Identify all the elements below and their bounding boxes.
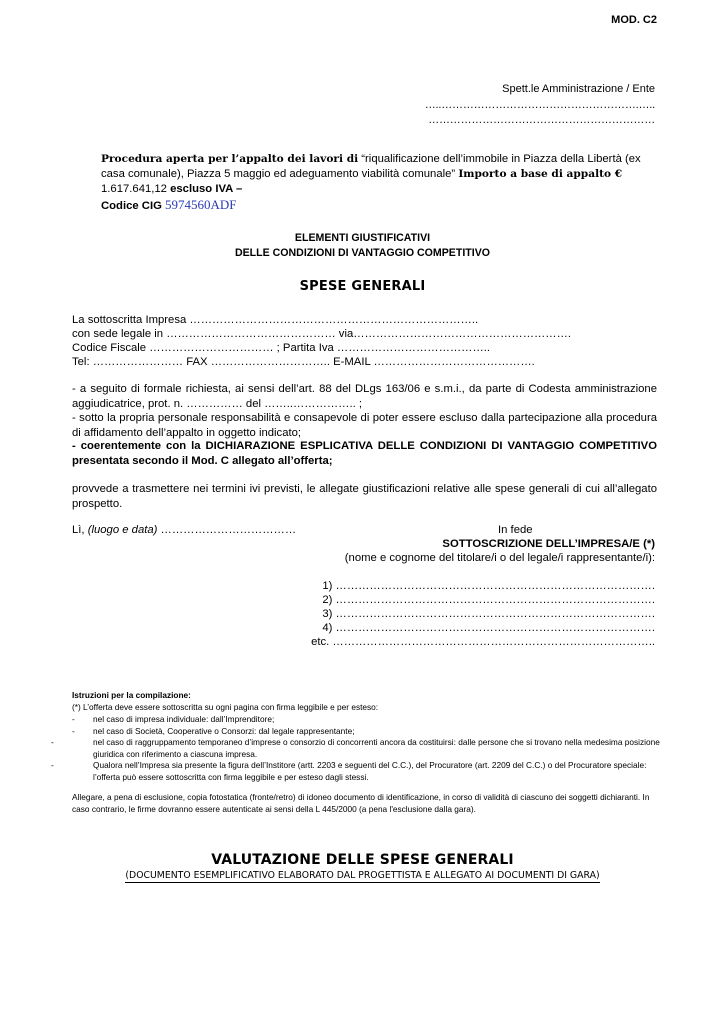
instructions-intro: (*) L’offerta deve essere sottoscritta su ogni pagina con firma leggibile e per esteso: <box>72 702 379 712</box>
instructions-title: Istruzioni per la compilazione: <box>72 690 191 700</box>
procedure-label: Procedura aperta per l’appalto dei lavori di <box>101 153 359 165</box>
procedure-paragraph <box>101 152 646 214</box>
footer-subtitle: (DOCUMENTO ESEMPLIFICATIVO ELABORATO DAL PROGETTISTA E ALLEGATO AI DOCUMENTI DI GARA) <box>125 870 600 881</box>
place-dots: ……………………………… <box>157 524 297 536</box>
section-subtitle: SPESE GENERALI <box>299 279 426 294</box>
signature-line: 4) …………………………………………………………………………. <box>322 622 655 634</box>
model-code: MOD. C2 <box>611 14 657 26</box>
signature-line: 1) …………………………………………………………………………. <box>322 580 655 592</box>
vat-note: escluso IVA – <box>170 183 243 195</box>
instruction-item: - Qualora nell’Impresa sia presente la figura dell’Institore (artt. 2203 e seguenti del C.C.), del Procuratore (art. 2209 del C.C.) o del Procuratore speciale: l’offerta può essere sottoscritta con firma leggibile e per esteso dagli stessi. <box>51 760 647 782</box>
place-hint: (luogo e data) <box>87 524 158 536</box>
place-label: Lì, <box>72 524 88 536</box>
base-amount: 1.617.641,12 <box>101 183 171 195</box>
signature-subtitle: (nome e cognome del titolare/i o del legale/i rappresentante/i): <box>344 552 655 564</box>
declaration: - coerentemente con la DICHIARAZIONE ESPLICATIVA DELLE CONDIZIONI DI VANTAGGIO COMPETITIVO presentata secondo il Mod. C allegato all’offerta; <box>72 440 657 467</box>
signature-line: 3) …………………………………………………………………………. <box>322 608 655 620</box>
recipient-line: …..……………………………………………….….. <box>424 99 655 111</box>
provvede-paragraph: provvede a trasmettere nei termini ivi previsti, le allegate giustificazioni relative alle spese generali di cui all’allegato prospetto. <box>72 483 657 510</box>
instruction-item: - nel caso di raggruppamento temporaneo d’imprese o consorzio di concorrenti ancora da costituirsi: dalle persone che si trovano nella medesima posizione giuridica con riferimento a ciascuna impresa. <box>51 737 660 759</box>
attachment-note: Allegare, a pena di esclusione, copia fotostatica (fronte/retro) di idoneo documento di identificazione, in corso di validità di ciascuno dei soggetti dichiaranti. In caso contrario, le firme dovranno essere autenticate ai sensi della L 445/2000 (a pena l'esclusione dalla gara). <box>72 792 650 814</box>
instruction-item: - nel caso di Società, Cooperative o Consorzi: dal legale rappresentante; <box>72 726 355 736</box>
section-title: ELEMENTI GIUSTIFICATIVI <box>294 232 431 244</box>
cig-value: 5974560ADF <box>165 197 237 212</box>
footer-title: VALUTAZIONE DELLE SPESE GENERALI <box>211 852 514 868</box>
section-title: DELLE CONDIZIONI DI VANTAGGIO COMPETITIVO <box>234 247 491 259</box>
signature-line: etc. ………………………………………………………………………….. <box>311 636 655 648</box>
base-amount-label: Importo a base di appalto € <box>458 168 623 180</box>
signature-title: SOTTOSCRIZIONE DELL’IMPRESA/E (*) <box>442 538 655 550</box>
company-field: Tel: …………………… FAX ………………………….. E-MAIL ……………………………………. <box>72 356 535 368</box>
procedure-object: “riqualificazione dell’immobile in Piazza della Libertà (ex casa comunale), Piazza 5 maggio ed adeguamento viabilità comunale” <box>101 153 641 180</box>
recipient-label: Spett.le Amministrazione / Ente <box>502 83 655 95</box>
place-date-field <box>72 524 296 536</box>
instruction-item: - nel caso di impresa individuale: dall’Imprenditore; <box>72 714 275 724</box>
declaration: - a seguito di formale richiesta, ai sensi dell’art. 88 del DLgs 163/06 e s.m.i., da parte di Codesta amministrazione aggiudicatrice, prot. n. …………… del ……..…………….. ; <box>72 383 657 410</box>
declaration: - sotto la propria personale responsabilità e consapevole di poter essere escluso dalla partecipazione alla procedura di affidamento dell’appalto in oggetto indicato; <box>72 412 657 439</box>
company-field: con sede legale in ……………………………………… via…………………………………………………. <box>72 328 572 340</box>
recipient-line: ……………………………………………………… <box>428 114 655 126</box>
signature-line: 2) …………………………………………………………………………. <box>322 594 655 606</box>
in-fede: In fede <box>498 524 533 536</box>
company-field: Codice Fiscale …………………………… ; Partita Iva ………………………………….. <box>72 342 491 354</box>
company-field: La sottoscritta Impresa ………………………………………………………………….. <box>72 314 479 326</box>
cig-label: Codice CIG <box>101 200 166 212</box>
